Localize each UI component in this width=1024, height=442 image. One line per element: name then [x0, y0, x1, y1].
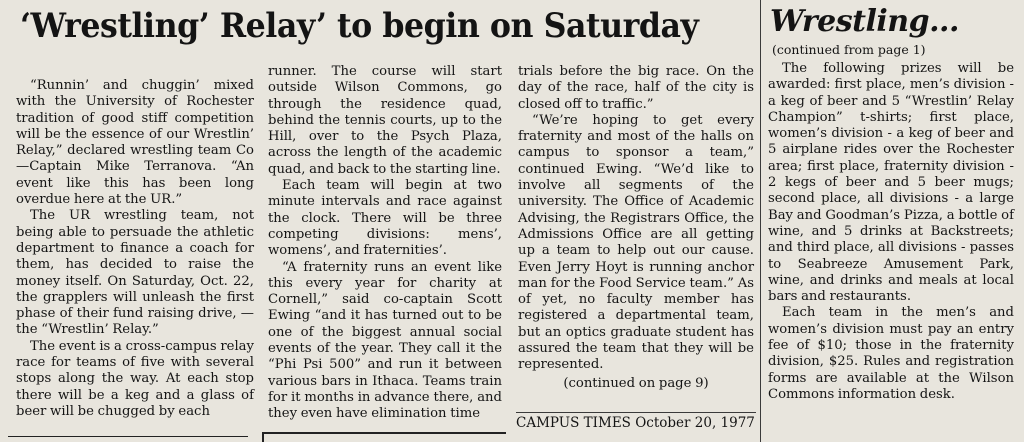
- paragraph: “Runnin’ and chuggin’ mixed with the University of Rochester tradition of good stiff competition will be the essence of our Wrestlin’ Relay,” declared wrestling team Co—Captain Mike Terranova. “An event like this has been long overdue here at the UR.”: [16, 78, 254, 208]
- sidebar-title: Wrestling...: [770, 4, 959, 39]
- paragraph: Each team will begin at two minute intervals and race against the clock. There will be three competing divisions: mens’, womens’, and fraternities’.: [268, 178, 502, 259]
- column-rule: [760, 0, 761, 442]
- border-line: [262, 432, 264, 442]
- article-headline: ‘Wrestling’ Relay’ to begin on Saturday: [20, 6, 699, 46]
- paragraph: The UR wrestling team, not being able to persuade the athletic department to finance a coach for them, has decided to raise the money itself. On Saturday, Oct. 22, the grapplers will unleash the first phase of their fund raising drive, — the “Wrestlin’ Relay.”: [16, 208, 254, 338]
- sidebar-subtitle: (continued from page 1): [772, 42, 926, 57]
- border-line: [262, 432, 506, 434]
- article-column-2: [268, 64, 502, 423]
- paragraph: “We’re hoping to get every fraternity and most of the halls on campus to sponsor a team,” continued Ewing. “We’d like to involve all segments of the university. The Office of Academic Advising, the Registrars Office, the Admissions Office are all getting up a team to help out our cause. Even Jerry Hoyt is running anchor man for the Food Service team.” As of yet, no faculty member has registered a departmental team, but an optics graduate student has assured the team that they will be represented.: [518, 112, 754, 373]
- article-column-3: [518, 64, 754, 392]
- paragraph: trials before the big race. On the day of the race, half of the city is closed off to traffic.”: [518, 64, 754, 112]
- border-line: [8, 436, 248, 437]
- sidebar-column: [768, 61, 1014, 403]
- paragraph: “A fraternity runs an event like this every year for charity at Cornell,” said co-captain Scott Ewing “and it has turned out to be one of the biggest annual social events of the year. They call it the “Phi Psi 500” and run it between various bars in Ithaca. Teams train for it months in advance there, and they even have elimination time: [268, 259, 502, 422]
- continued-on-note: (continued on page 9): [563, 375, 709, 391]
- paragraph: The event is a cross-campus relay race for teams of five with several stops along the way. At each stop there will be a keg and a glass of beer will be chugged by each: [16, 338, 254, 419]
- paragraph: The following prizes will be awarded: first place, men’s division - a keg of beer and 5 “Wrestlin’ Relay Champion” t-shirts; first place, women’s division - a keg of beer and 5 airplane rides over the Rochester area; first place, fraternity division - 2 kegs of beer and 5 beer mugs; second place, all divisions - a large Bay and Goodman’s Pizza, a bottle of wine, and 5 drinks at Backstreets; and third place, all divisions - passes to Seabreeze Amusement Park, wine, and drinks and meals at local bars and restaurants.: [768, 61, 1014, 305]
- paragraph: runner. The course will start outside Wilson Commons, go through the residence quad, behind the tennis courts, up to the Hill, over to the Psych Plaza, across the length of the academic quad, and back to the starting line.: [268, 64, 502, 177]
- paragraph: Each team in the men’s and women’s division must pay an entry fee of $10; those in the fraternity division, $25. Rules and registration forms are available at the Wilson Commons information desk.: [768, 305, 1014, 402]
- page-footer: CAMPUS TIMES October 20, 1977: [516, 412, 756, 431]
- article-column-1: [16, 78, 254, 420]
